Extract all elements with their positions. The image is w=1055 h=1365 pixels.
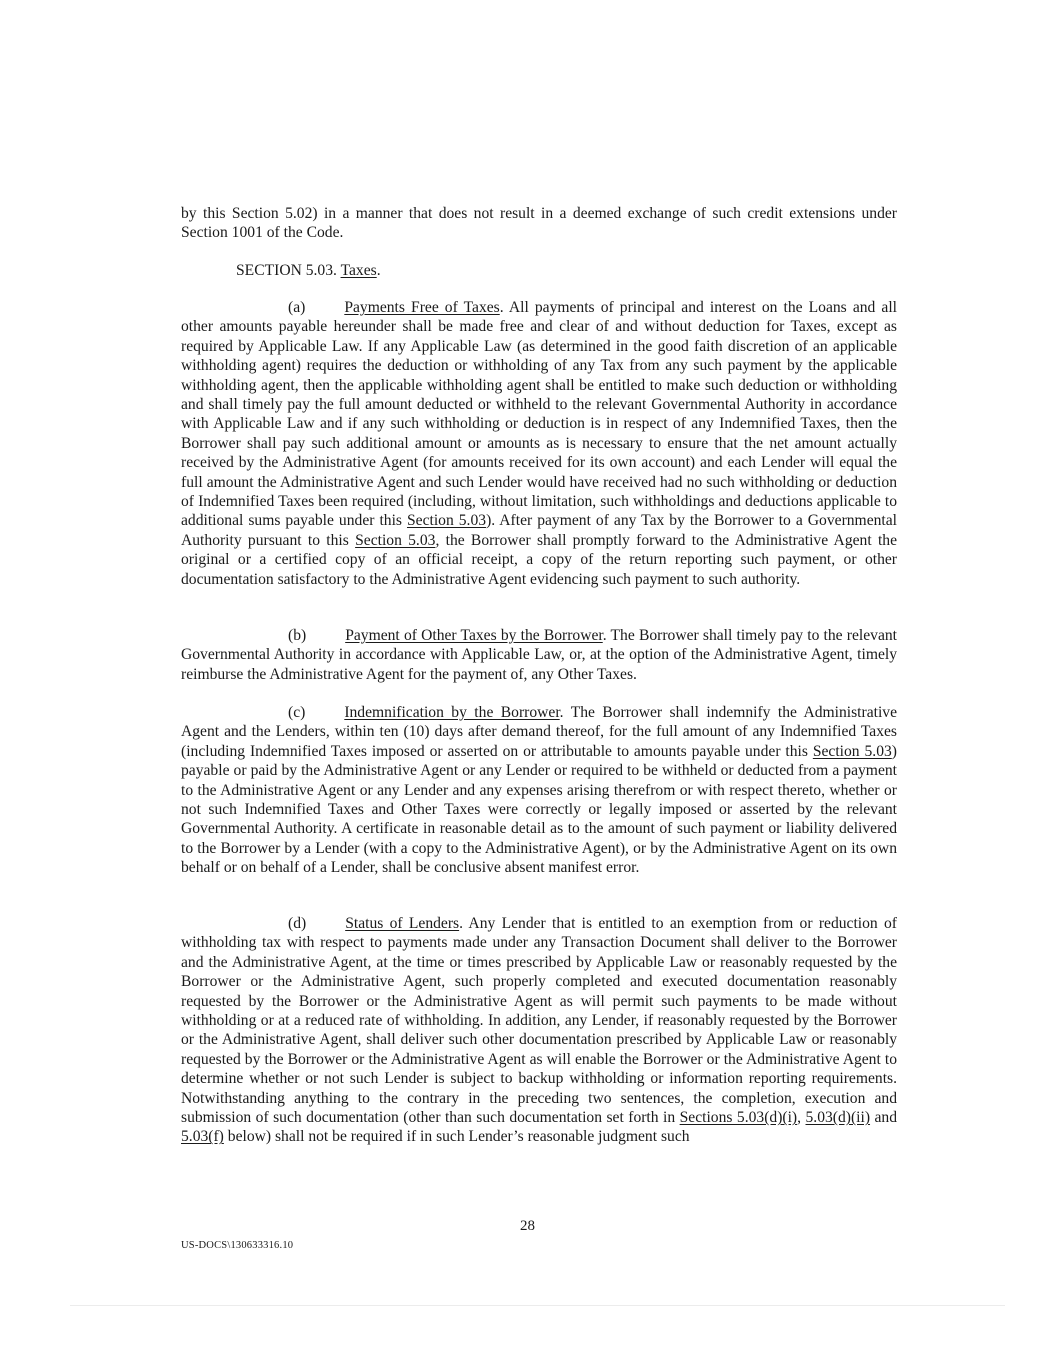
section-reference: Sections 5.03(d)(i) [679,1109,798,1127]
section-reference: Section 5.03 [355,531,436,549]
continuation-paragraph: by this Section 5.02) in a manner that does not result in a deemed exchange of such credit extensions under Section 1001 of the Code. [181,205,897,242]
paragraph-c-label: (c) [288,704,306,721]
paragraph-b-heading: Payment of Other Taxes by the Borrower [345,627,603,644]
paragraph-d-text-3: and [870,1109,898,1127]
paragraph-a [181,298,897,589]
paragraph-c-text-1: . The Borrower shall indemnify the Administrative Agent and the Lenders, within ten (10) days after demand thereof, for the full amount of any Indemnified Taxes (including Indemnified Taxes imposed or asserted on or attributable to amounts payable under this [181,704,898,760]
paragraph-a-label: (a) [288,299,306,316]
section-title-period: . [376,262,381,279]
paragraph-b-label: (b) [288,627,307,644]
page-number: 28 [520,1218,535,1234]
section-reference: Section 5.03 [812,742,892,760]
paragraph-c-text-2: ) payable or paid by the Administrative Agent or any Lender or required to be withheld or deducted from a payment to the Administrative Agent or any Lender and any expenses arising therefrom or with respect thereto, whether or not such Indemnified Taxes and Other Taxes were correctly or legally imposed or asserted by the relevant Governmental Authority. A certificate in reasonable detail as to the amount of such payment or liability delivered to the Borrower by a Lender (with a copy to the Administrative Agent), or by the Administrative Agent on its own behalf or on behalf of a Lender, shall be conclusive absent manifest error. [181,742,897,877]
paragraph-b [181,626,897,684]
paragraph-d-text-2: , [797,1109,806,1127]
section-reference: Section 5.03 [406,512,487,530]
section-title: Taxes [340,262,377,279]
paragraph-d-heading: Status of Lenders [345,915,460,932]
paragraph-a-text-1: . All payments of principal and interest on the Loans and all other amounts payable hereunder shall be made free and clear of and without deduction for Taxes, except as required by Applicable Law. If any Applicable Law (as determined in the good faith discretion of an applicable withholding agent) requires the deduction or withholding of any Tax from any such payment by the applicable withholding agent, then the applicable withholding agent shall be entitled to make such deduction or withholding and shall timely pay the full amount deducted or withheld to the relevant Governmental Authority in accordance with Applicable Law and if any such withholding or deduction is in respect of any Indemnified Taxes, then the Borrower shall pay such additional amount or amounts as is necessary to ensure that the net amount actually received by the Administrative Agent (for amounts received for its own account) and each Lender will equal the full amount the Administrative Agent and such Lender would have received had no such withholding or deduction of Indemnified Taxes been required (including, without limitation, such withholdings and deductions applicable to additional sums payable under this [181,299,897,530]
paragraph-c [181,703,897,878]
paragraph-c-heading: Indemnification by the Borrower [344,704,560,721]
paragraph-a-heading: Payments Free of Taxes [344,299,500,316]
paragraph-d-label: (d) [288,915,307,932]
section-reference: 5.03(d)(ii) [805,1109,871,1127]
page-bottom-divider [70,1305,1005,1306]
paragraph-d-text-4: below) shall not be required if in such Lender’s reasonable judgment such [223,1128,690,1146]
section-number: SECTION 5.03. [236,262,337,279]
document-id: US-DOCS\130633316.10 [181,1240,294,1251]
section-heading [236,261,381,280]
paragraph-d [181,914,897,1147]
paragraph-a-text-3: , the Borrower shall promptly forward to the Administrative Agent the original or a certified copy of an official receipt, a copy of the return reporting such payment, or other documentation satisfactory to the Administrative Agent evidencing such payment to such authority. [181,531,897,588]
paragraph-b-text-1: . The Borrower shall timely pay to the relevant Governmental Authority in accordance with Applicable Law, or, at the option of the Administrative Agent, timely reimburse the Administrative Agent for the payment of, any Other Taxes. [181,627,897,683]
paragraph-d-text-1: . Any Lender that is entitled to an exemption from or reduction of withholding tax with respect to payments made under any Transaction Document shall deliver to the Borrower and the Administrative Agent, at the time or times prescribed by Applicable Law or reasonably requested by the Borrower or the Administrative Agent, such properly completed and executed documentation reasonably requested by the Borrower or the Administrative Agent as will permit such payments to be made without withholding or at a reduced rate of withholding. In addition, any Lender, if reasonably requested by the Borrower or the Administrative Agent, shall deliver such other documentation prescribed by Applicable Law or reasonably requested by the Borrower or the Administrative Agent as will enable the Borrower or the Administrative Agent to determine whether or not such Lender is subject to backup withholding or information reporting requirements. Notwithstanding anything to the contrary in the preceding two sentences, the completion, execution and submission of such documentation (other than such documentation set forth in [181,915,897,1127]
paragraph-a-text-2: ). After payment of any Tax by the Borrower to a Governmental Authority pursuant to this [181,512,897,549]
section-reference: 5.03(f) [181,1128,224,1146]
